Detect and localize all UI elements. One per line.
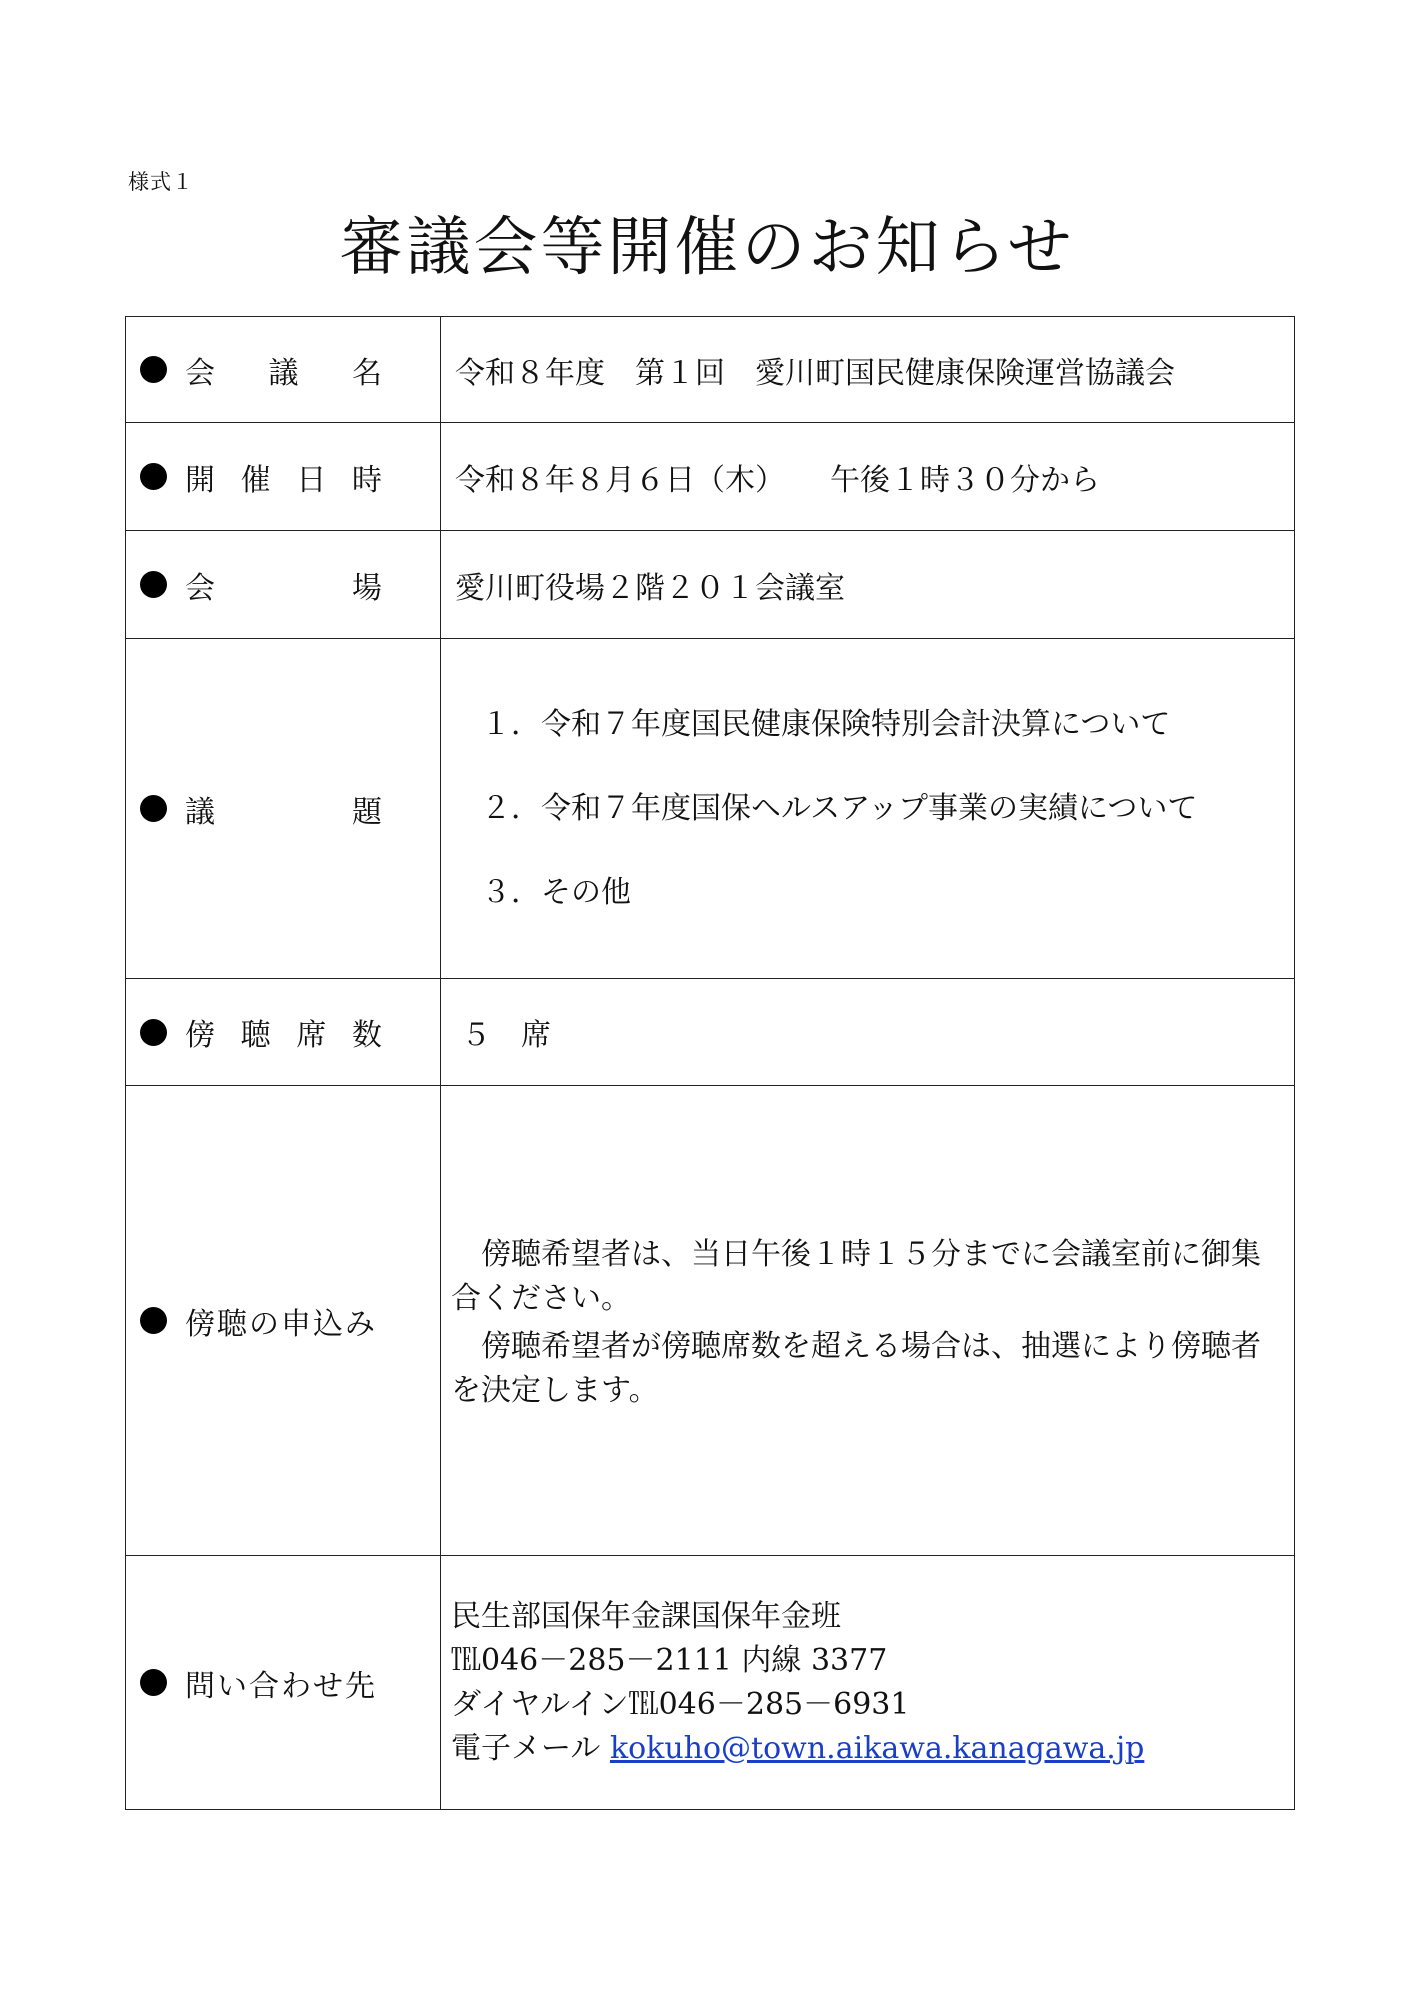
contact-dial-in: ダイヤルイン℡046－285－6931: [451, 1686, 910, 1722]
bullet-icon: [140, 356, 167, 383]
seats-value: ５ 席: [461, 1018, 551, 1053]
label-seats: 傍 聴 席 数: [185, 1018, 382, 1053]
contact-tel: ℡046－285－2111 内線 3377: [451, 1642, 888, 1678]
venue-value: 愛川町役場２階２０１会議室: [455, 570, 845, 606]
row-datetime: [126, 423, 1295, 531]
application-paragraph: 傍聴希望者が傍聴席数を超える場合は、抽選により傍聴者を決定します。: [451, 1328, 1261, 1408]
bullet-icon: [140, 571, 167, 598]
bullet-icon: [140, 463, 167, 490]
page-title: 審議会等開催のお知らせ: [339, 211, 1075, 285]
agenda-item: ２．令和７年度国保ヘルスアップ事業の実績について: [481, 790, 1198, 826]
agenda-item: １．令和７年度国民健康保険特別会計決算について: [481, 706, 1171, 742]
label-agenda: 議 題: [185, 794, 382, 830]
row-venue: [126, 531, 1295, 639]
bullet-icon: [140, 1307, 167, 1334]
label-application: 傍聴の申込み: [185, 1306, 377, 1342]
contact-department: 民生部国保年金課国保年金班: [451, 1598, 841, 1634]
contact-email-line: [451, 1727, 1294, 1771]
bullet-icon: [140, 1669, 167, 1696]
label-contact: 問い合わせ先: [185, 1668, 377, 1704]
bullet-icon: [140, 795, 167, 822]
label-venue: 会 場: [185, 570, 382, 606]
application-paragraph: 傍聴希望者は、当日午後１時１５分までに会議室前に御集合ください。: [451, 1236, 1261, 1316]
label-meeting-name: 会 議 名: [185, 355, 382, 391]
email-label: 電子メール: [451, 1730, 610, 1766]
row-application: [126, 1086, 1295, 1556]
row-contact: [126, 1556, 1295, 1810]
agenda-list: [441, 683, 1294, 935]
form-number: 様式１: [128, 170, 194, 194]
bullet-icon: [140, 1019, 167, 1046]
row-seats: [126, 979, 1295, 1086]
meeting-name-value: 令和８年度 第１回 愛川町国民健康保険運営協議会: [455, 355, 1175, 391]
contact-info: [441, 1595, 1294, 1771]
label-datetime: 開 催 日 時: [185, 462, 382, 498]
agenda-item: ３．その他: [481, 874, 631, 910]
row-agenda: [126, 639, 1295, 979]
notice-table: [125, 316, 1295, 1810]
row-meeting-name: [126, 317, 1295, 423]
datetime-value: 令和８年８月６日（木） 午後１時３０分から: [455, 462, 1100, 498]
email-link[interactable]: kokuho@town.aikawa.kanagawa.jp: [609, 1730, 1145, 1766]
